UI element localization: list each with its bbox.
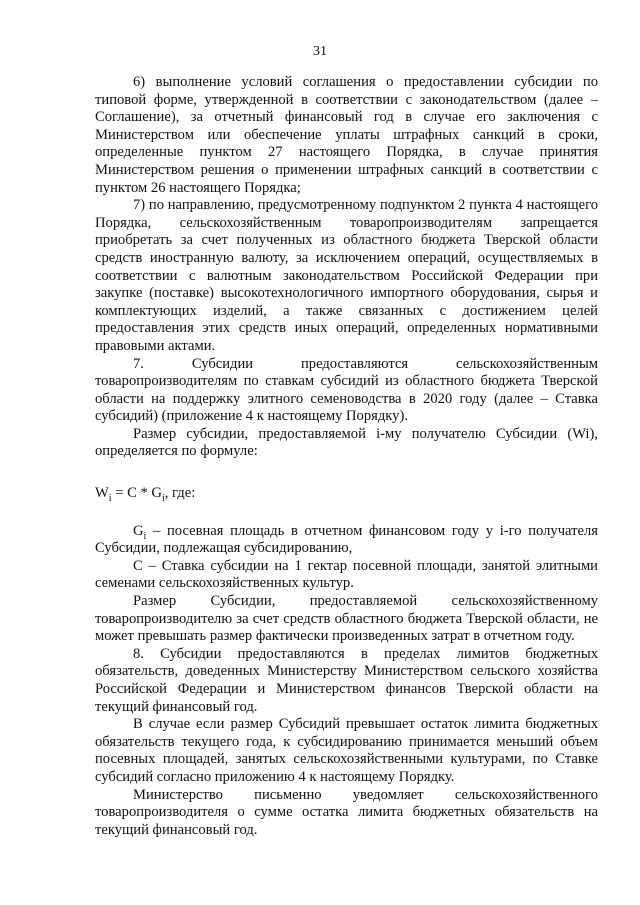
definition-g-sub: i [143,530,147,542]
page-number: 31 [313,44,327,59]
paragraph-c-definition: С – Ставка субсидии на 1 гектар посевной площади, занятой элитными семенами сельскохозяйственных культур. [95,557,598,592]
paragraph-g-definition [95,523,598,558]
formula-tail: , где: [164,485,196,502]
paragraph-point-7: 7. Субсидии предоставляются сельскохозяйственным товаропроизводителям по ставкам субсидий из областного бюджета Тверской области на поддержку элитного семеноводства в 2020 году (далее – Ставка субсидий) (приложение 4 к настоящему Порядку). [95,355,598,425]
formula-middle: = C * G [111,485,162,502]
formula-w-sub: i [108,492,112,504]
formula [95,485,598,503]
definition-g-text: – посевная площадь в отчетном финансовом году у i-го получателя Субсидии, подлежащая субсидированию, [95,522,598,557]
formula-g-sub: i [161,492,165,504]
paragraph-point-8: 8. Субсидии предоставляются в пределах лимитов бюджетных обязательств, доведенных Министерству Министерством сельского хозяйства Российской Федерации и Министерством финансов Тверской области на текущий финансовый год. [95,645,598,715]
paragraph-limit: Размер Субсидии, предоставляемой сельскохозяйственному товаропроизводителю за счет средств областного бюджета Тверской области, не может превышать размер фактически произведенных затрат в отчетном году. [95,593,598,645]
paragraph-notification: Министерство письменно уведомляет сельскохозяйственного товаропроизводителя о сумме остатка лимита бюджетных обязательств на текущий финансовый год. [95,786,598,838]
formula-w: W [95,485,109,502]
paragraph-subsidy-size: Размер субсидии, предоставляемой i-му получателю Субсидии (Wi), определяется по формуле: [95,425,598,460]
document-body [95,74,598,839]
paragraph-item-6: 6) выполнение условий соглашения о предоставлении субсидии по типовой форме, утвержденной в соответствии с законодательством (далее – Соглашение), за отчетный финансовый год в случае его заключения с Министерством или обеспечение уплаты штрафных санкций в сроки, определенные пунктом 27 настоящего Порядка, в случае принятия Министерством решения о применении штрафных санкций в соответствии с пунктом 26 настоящего Порядка; [95,74,598,196]
paragraph-excess: В случае если размер Субсидий превышает остаток лимита бюджетных обязательств текущего года, к субсидированию принимается меньший объем посевных площадей, занятых сельскохозяйственными культурами, по Ставке субсидий согласно приложению 4 к настоящему Порядку. [95,716,598,785]
definition-g: G [133,522,144,539]
paragraph-item-7-currency: 7) по направлению, предусмотренному подпунктом 2 пункта 4 настоящего Порядка, сельскохозяйственным товаропроизводителям запрещается приобретать за счет полученных из областного бюджета Тверской области средств иностранную валюту, за исключением операций, осуществляемых в соответствии с валютным законодательством Российской Федерации при закупке (поставке) высокотехнологичного импортного оборудования, сырья и комплектующих изделий, а также связанных с достижением целей предоставления этих средств иных операций, определенных нормативными правовыми актами. [95,197,598,354]
